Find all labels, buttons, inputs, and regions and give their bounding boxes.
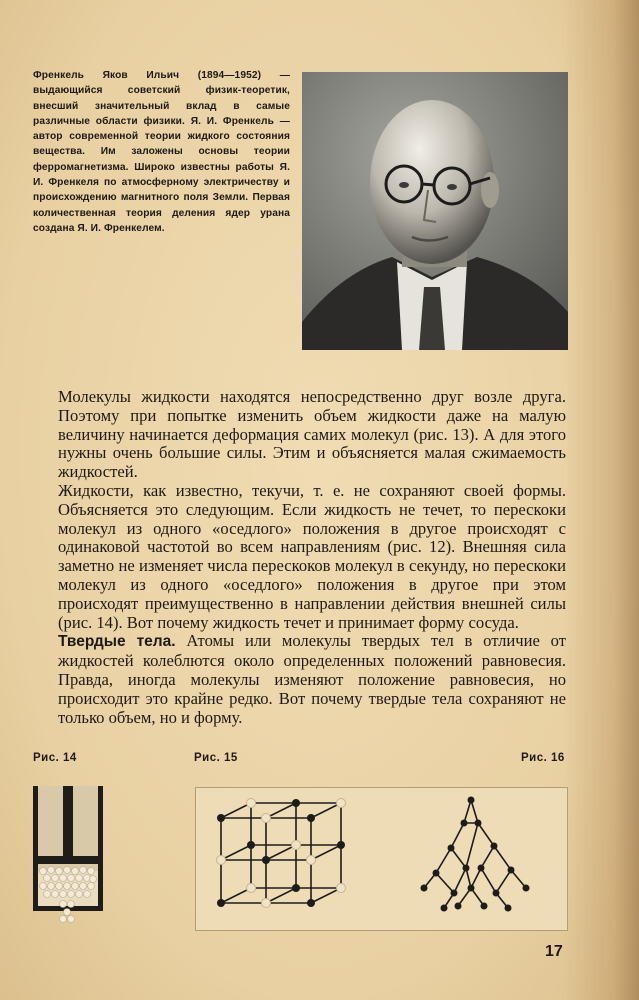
main-text bbox=[58, 388, 566, 727]
figure-15-crystal-lattice bbox=[196, 788, 567, 930]
paragraph-3-text: Атомы или молекулы твердых тел в отличие от жидкостей колеблются около определенных положений равновесия. Правда, иногда молекулы изменяют положение равновесия, но происходит это крайне редко. Вот почему твердые тела сохраняют не только объем, но и форму. bbox=[58, 631, 566, 727]
paragraph-2-text: Жидкости, как известно, текучи, т. е. не сохраняют своей формы. Объясняется это следующим. Если жидкость не течет, то перескоки молекул из одного «оседлого» положения в другое происходят с одинаковой частотой во всем направлениям (рис. 12). Внешняя сила заметно не изменяет числа перескоков молекул в секунду, но перескоки молекул из одного «оседлого» положения в другое при этом происходят преимущественно в направлении действия внешней силы (рис. 14). Вот почему жидкость течет и принимает форму сосуда. bbox=[58, 480, 566, 632]
paragraph-2 bbox=[58, 482, 566, 632]
page-number: 17 bbox=[545, 943, 563, 960]
paragraph-1-text: Молекулы жидкости находятся непосредственно друг возле друга. Поэтому при попытке изменить объем жидкости даже на малую величину начинается деформация самих молекул (рис. 13). А для этого нужны очень большие силы. Этим и объясняется малая сжимаемость жидкостей. bbox=[58, 387, 566, 482]
paragraph-1 bbox=[58, 388, 566, 482]
biography-body: (1894—1952) — выдающийся советский физик-теоретик, внесший значительный вклад в самые различные области физики. Я. И. Френкель — автор современной теории жидкого состояния вещества. Им заложены основы теории ферромагнетизма. Широко известны работы Я. И. Френкеля по атмосферному электричеству и происхождению магнитного поля Земли. Первая количественная теория деления ядер урана создана Я. И. Френкелем. bbox=[33, 70, 290, 234]
figure-16-caption: Рис. 16 bbox=[521, 752, 565, 764]
portrait-photo bbox=[302, 72, 568, 350]
figures-15-16-box bbox=[195, 787, 568, 931]
figure-14-caption: Рис. 14 bbox=[33, 752, 77, 764]
figure-14-piston-diagram bbox=[33, 786, 103, 926]
figure-15-caption: Рис. 15 bbox=[194, 752, 238, 764]
paragraph-3 bbox=[58, 632, 566, 727]
portrait-illustration bbox=[302, 72, 568, 350]
biography-text bbox=[33, 68, 290, 236]
section-heading-solids: Твердые тела. bbox=[58, 633, 176, 651]
biography-name: Френкель Яков Ильич bbox=[33, 70, 180, 81]
figure-16-diamond-lattice bbox=[424, 800, 526, 908]
